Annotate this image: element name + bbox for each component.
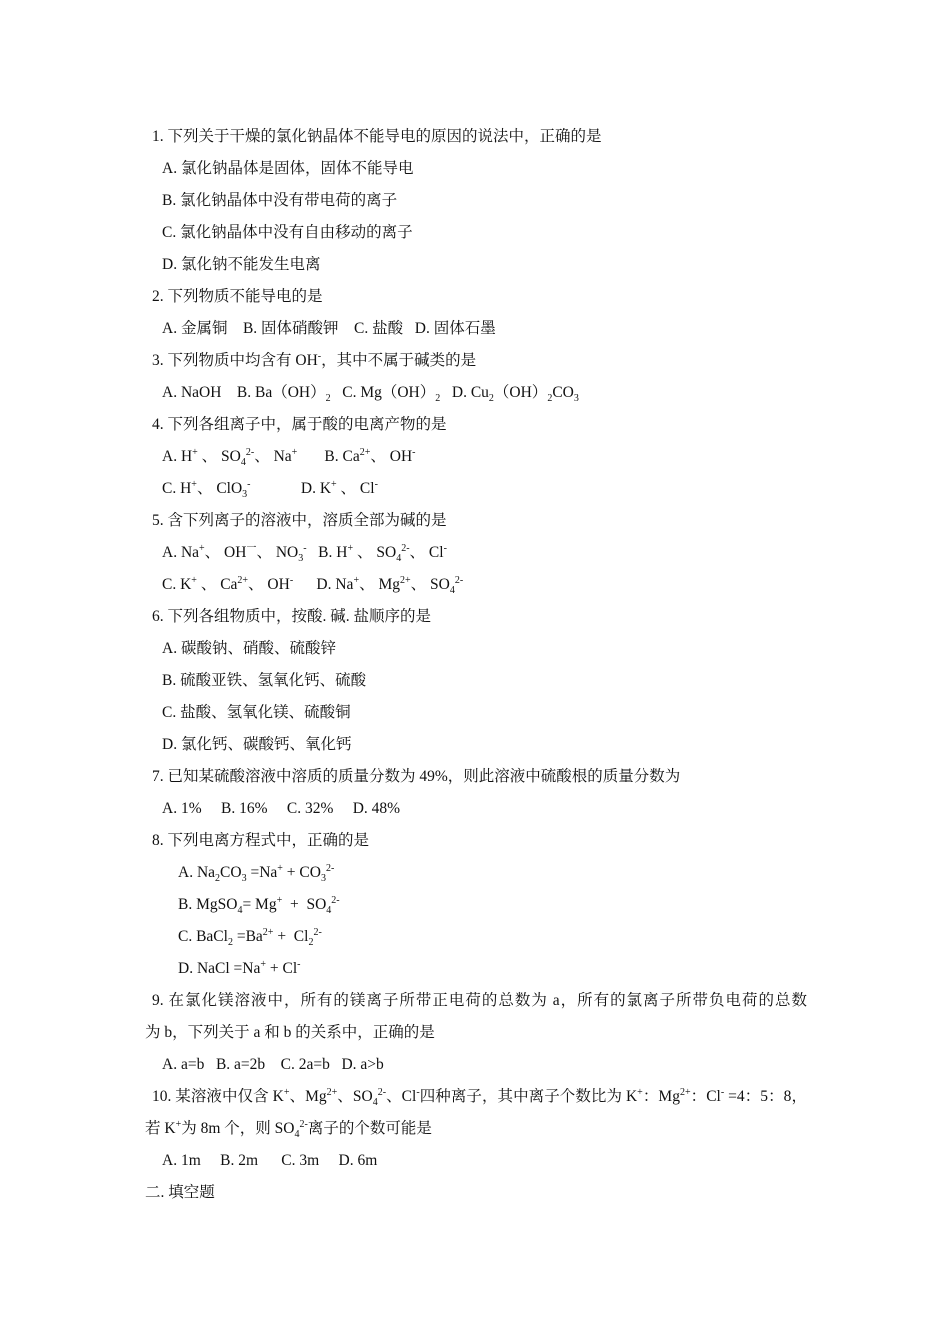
q4-options-ab: A. H+ 、 $SO_4^{2-}$、 Na+ B. $Ca^{2+}$、 OH- (162, 447, 416, 468)
q5-options-cd: C. K+ 、 $Ca^{2+}$、 OH- D. Na+、 $Mg^{2+}$、 $SO_4^{2-}$ (162, 575, 464, 596)
q5-options-ab: A. Na+、 $OH^一$、 $NO_3^-$ B. H+ 、 $SO_4^{2-}$、 Cl- (162, 543, 447, 564)
q6-option-c: C. 盐酸、氢氧化镁、硫酸铜 (162, 704, 351, 721)
q1-option-c: C. 氯化钠晶体中没有自由移动的离子 (162, 224, 413, 241)
question-6: 6. 下列各组物质中，按酸. 碱. 盐顺序的是 (152, 608, 432, 625)
q8-option-d: D. NaCl =Na+ + Cl- (178, 959, 301, 977)
question-4: 4. 下列各组离子中，属于酸的电离产物的是 (152, 416, 447, 433)
q10-options: A. 1m B. 2m C. 3m D. 6m (162, 1152, 378, 1169)
question-3: 3. 下列物质中均含有 OH-，其中不属于碱类的是 (152, 351, 477, 369)
question-10-line-1: 10. 某溶液中仅含 K+、$Mg^{2+}$、$SO_4^{2-}$、Cl-四种离子，其中离子个数比为 K+：$Mg^{2+}$：Cl- =4：5：8， (152, 1087, 807, 1108)
q2-options: A. 金属铜 B. 固体硝酸钾 C. 盐酸 D. 固体石墨 (162, 320, 496, 337)
q8-option-c: C. BaCl$_2$ $=Ba^{2+} + Cl_2^{2-}$ (178, 927, 322, 948)
q4-options-cd: C. H+、 ClO$_3$- D. K+ 、 Cl- (162, 479, 378, 500)
question-8: 8. 下列电离方程式中，正确的是 (152, 832, 370, 849)
q6-option-d: D. 氯化钙、碳酸钙、氧化钙 (162, 736, 352, 753)
question-10-line-2: 若 K+为 8m 个，则 $SO_4^{2-}$离子的个数可能是 (145, 1119, 432, 1140)
q1-option-a: A. 氯化钠晶体是固体，固体不能导电 (162, 160, 414, 177)
q6-option-b: B. 硫酸亚铁、氢氧化钙、硫酸 (162, 672, 367, 689)
q8-option-b: B. MgSO$_4$= $Mg^+ + SO_4^{2-}$ (178, 895, 340, 916)
q3-options: A. NaOH B. $Ba(OH)_2$ C. $Mg(OH)_2$ D. $Cu_2(OH)_2CO_3$ (162, 384, 579, 404)
q8-option-a: A. $Na_2CO_3 =Na^+ + CO_3^{2-}$ (178, 863, 335, 884)
section-heading-fill-in: 二. 填空题 (145, 1184, 215, 1201)
q1-option-d: D. 氯化钠不能发生电离 (162, 256, 321, 273)
q1-option-b: B. 氯化钠晶体中没有带电荷的离子 (162, 192, 398, 209)
q6-option-a: A. 碳酸钠、硝酸、硫酸锌 (162, 640, 336, 657)
question-7: 7. 已知某硫酸溶液中溶质的质量分数为 49%，则此溶液中硫酸根的质量分数为 (152, 768, 681, 785)
q7-options: A. 1% B. 16% C. 32% D. 48% (162, 800, 401, 817)
question-9-line-2: 为 b，下列关于 a 和 b 的关系中，正确的是 (145, 1024, 435, 1041)
question-5: 5. 含下列离子的溶液中，溶质全部为碱的是 (152, 512, 447, 529)
question-1: 1. 下列关于干燥的氯化钠晶体不能导电的原因的说法中，正确的是 (152, 128, 602, 145)
question-2: 2. 下列物质不能导电的是 (152, 288, 323, 305)
question-9-line-1: 9. 在氯化镁溶液中，所有的镁离子所带正电荷的总数为 a，所有的氯离子所带负电荷的总数 (152, 992, 807, 1009)
q9-options: A. a=b B. a=2b C. 2a=b D. a>b (162, 1056, 384, 1073)
